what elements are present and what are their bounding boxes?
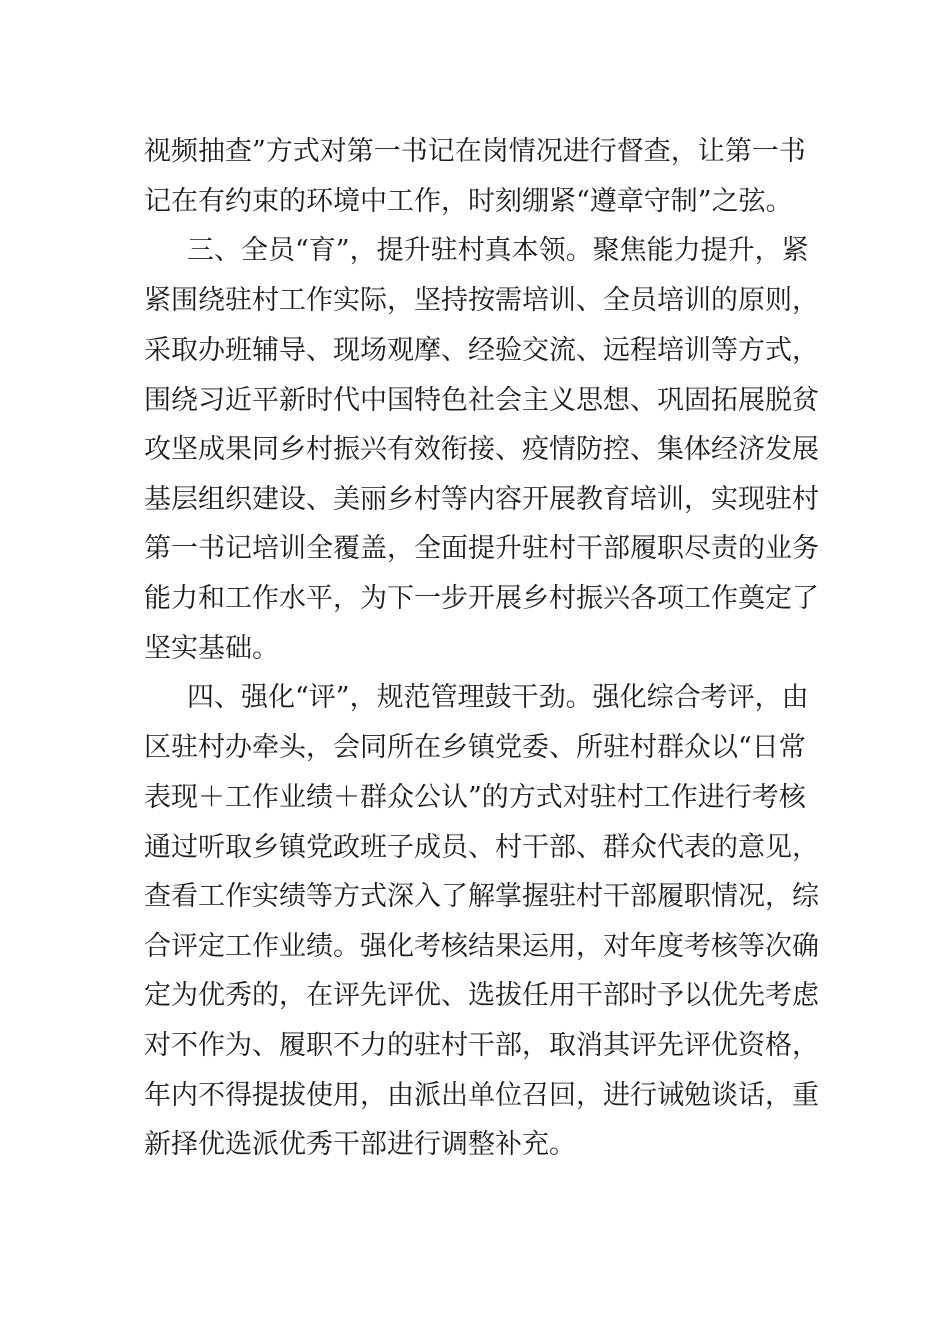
text-line: 坚实基础。 (144, 633, 279, 664)
text-line: 紧围绕驻村工作实际，坚持按需培训、全员培训的原则， (144, 285, 819, 316)
text-line: 第一书记培训全覆盖，全面提升驻村干部履职尽责的业务 (144, 533, 819, 564)
text-line: 基层组织建设、美丽乡村等内容开展教育培训，实现驻村 (144, 484, 819, 515)
text-line: 围绕习近平新时代中国特色社会主义思想、巩固拓展脱贫 (144, 385, 819, 416)
text-line: 通过听取乡镇党政班子成员、村干部、群众代表的意见， (144, 832, 819, 863)
text-line: 对不作为、履职不力的驻村干部，取消其评先评优资格， (144, 1030, 819, 1061)
text-line: 视频抽查”方式对第一书记在岗情况进行督查，让第一书 (144, 136, 806, 167)
text-line: 新择优选派优秀干部进行调整补充。 (144, 1129, 576, 1160)
text-line: 攻坚成果同乡村振兴有效衔接、疫情防控、集体经济发展 (144, 434, 819, 465)
text-line: 表现＋工作业绩＋群众公认”的方式对驻村工作进行考核 (144, 782, 806, 813)
text-line: 区驻村办牵头，会同所在乡镇党委、所驻村群众以“日常 (144, 732, 806, 763)
paragraph-heading-line: 三、全员“育”，提升驻村真本领。聚焦能力提升，紧 (187, 235, 809, 266)
paragraph-heading-line: 四、强化“评”，规范管理鼓干劲。强化综合考评，由 (187, 682, 809, 713)
text-line: 采取办班辅导、现场观摩、经验交流、远程培训等方式， (144, 335, 819, 366)
text-line: 查看工作实绩等方式深入了解掌握驻村干部履职情况，综 (144, 881, 819, 912)
text-line: 记在有约束的环境中工作，时刻绷紧“遵章守制”之弦。 (144, 186, 793, 217)
text-line: 能力和工作水平，为下一步开展乡村振兴各项工作奠定了 (144, 583, 819, 614)
text-line: 年内不得提拔使用，由派出单位召回，进行诫勉谈话，重 (144, 1080, 819, 1111)
text-line: 定为优秀的，在评先评优、选拔任用干部时予以优先考虑 (144, 980, 819, 1011)
text-line: 合评定工作业绩。强化考核结果运用，对年度考核等次确 (144, 931, 819, 962)
